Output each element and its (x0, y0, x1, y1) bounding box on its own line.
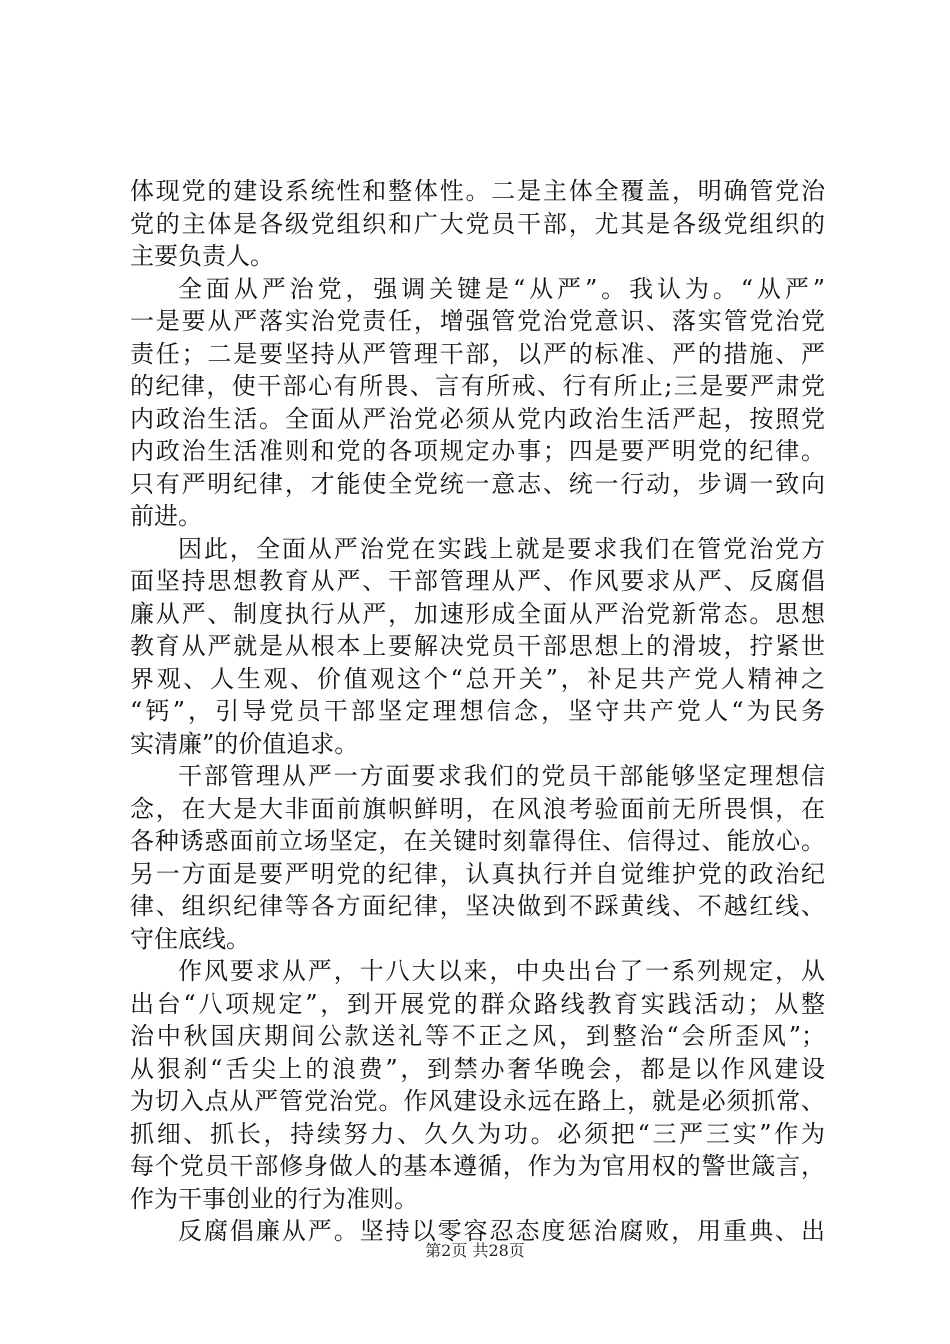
text-line: 律、组织纪律等各方面纪律，坚决做到不踩黄线、不越红线、 (130, 892, 825, 920)
text-line: 界观、人生观、价值观这个“总开关”，补足共产党人精神之 (130, 664, 825, 693)
text-line: 因此，全面从严治党在实践上就是要求我们在管党治党方 (178, 534, 825, 563)
page-footer: 第2页 共28页 (425, 1241, 525, 1260)
text-line: 反腐倡廉从严。坚持以零容忍态度惩治腐败，用重典、出 (178, 1217, 825, 1245)
text-line: 内政治生活准则和党的各项规定办事；四是要严明党的纪律。 (130, 437, 825, 465)
text-line: 的纪律，使干部心有所畏、言有所戒、行有所止;三是要严肃党 (130, 372, 825, 400)
text-line: 作风要求从严，十八大以来，中央出台了一系列规定，从 (178, 957, 825, 985)
body-text (130, 175, 825, 1248)
text-line: 从狠刹“舌尖上的浪费”，到禁办奢华晚会，都是以作风建设 (130, 1054, 825, 1083)
text-line: 实清廉”的价值追求。 (130, 729, 359, 758)
text-line: 作为干事创业的行为准则。 (130, 1184, 418, 1213)
text-line: 前进。 (130, 502, 202, 530)
text-line: 责任；二是要坚持从严管理干部，以严的标准、严的措施、严 (130, 339, 825, 368)
text-line: 廉从严、制度执行从严，加速形成全面从严治党新常态。思想 (130, 599, 825, 628)
text-line: 出台“八项规定”，到开展党的群众路线教育实践活动；从整 (130, 989, 825, 1018)
text-line: 每个党员干部修身做人的基本遵循，作为为官用权的警世箴言， (130, 1152, 825, 1180)
text-line: 为切入点从严管党治党。作风建设永远在路上，就是必须抓常、 (130, 1087, 825, 1115)
text-line: 全面从严治党，强调关键是“从严”。我认为。“从严” (178, 274, 825, 303)
text-line: 另一方面是要严明党的纪律，认真执行并自觉维护党的政治纪 (130, 859, 825, 888)
text-line: 体现党的建设系统性和整体性。二是主体全覆盖，明确管党治 (130, 177, 825, 205)
text-line: 各种诱惑面前立场坚定，在关键时刻靠得住、信得过、能放心。 (130, 827, 825, 855)
text-line: 治中秋国庆期间公款送礼等不正之风，到整治“会所歪风”； (130, 1022, 825, 1050)
text-line: 党的主体是各级党组织和广大党员干部，尤其是各级党组织的 (130, 209, 825, 238)
text-line: 内政治生活。全面从严治党必须从党内政治生活严起，按照党 (130, 404, 825, 433)
text-line: 守住底线。 (130, 924, 250, 953)
text-line: 干部管理从严一方面要求我们的党员干部能够坚定理想信 (178, 762, 825, 790)
text-line: 抓细、抓长，持续努力、久久为功。必须把“三严三实”作为 (130, 1119, 825, 1148)
text-line: 念，在大是大非面前旗帜鲜明，在风浪考验面前无所畏惧，在 (130, 794, 825, 823)
text-line: 主要负责人。 (130, 242, 274, 270)
text-line: 教育从严就是从根本上要解决党员干部思想上的滑坡，拧紧世 (130, 632, 825, 660)
text-line: 只有严明纪律，才能使全党统一意志、统一行动，步调一致向 (130, 469, 825, 498)
text-line: 一是要从严落实治党责任，增强管党治党意识、落实管党治党 (130, 307, 825, 335)
text-line: “钙”，引导党员干部坚定理想信念，坚守共产党人“为民务 (130, 697, 825, 725)
text-line: 面坚持思想教育从严、干部管理从严、作风要求从严、反腐倡 (130, 567, 825, 595)
